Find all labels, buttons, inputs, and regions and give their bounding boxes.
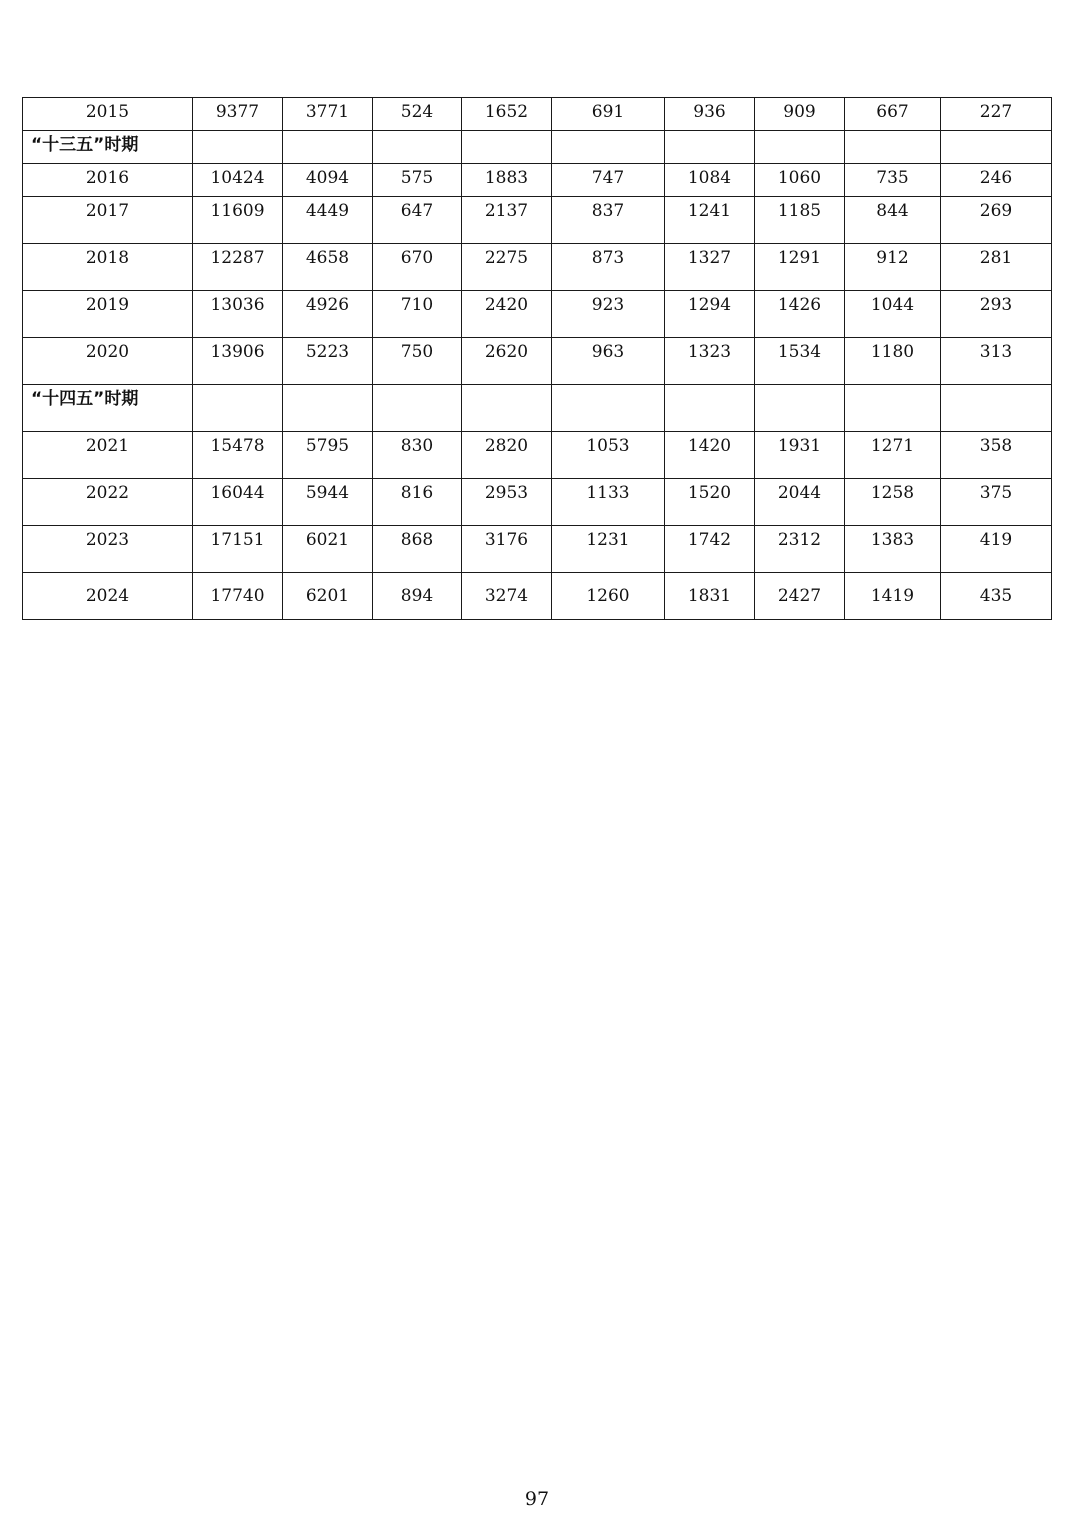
year-cell: 2020 <box>23 338 193 385</box>
value-cell: 11609 <box>193 197 283 244</box>
value-cell: 816 <box>373 479 462 526</box>
year-cell: 2015 <box>23 98 193 131</box>
value-cell: 868 <box>373 526 462 573</box>
value-cell: 5944 <box>283 479 373 526</box>
section-label: “十三五”时期 <box>23 131 193 164</box>
value-cell: 1534 <box>755 338 845 385</box>
value-cell: 313 <box>941 338 1052 385</box>
empty-cell <box>193 385 283 432</box>
table-row <box>23 479 1052 526</box>
value-cell: 1291 <box>755 244 845 291</box>
value-cell: 13036 <box>193 291 283 338</box>
statistics-table <box>22 97 1052 620</box>
section-label: “十四五”时期 <box>23 385 193 432</box>
value-cell: 667 <box>845 98 941 131</box>
value-cell: 1241 <box>665 197 755 244</box>
value-cell: 1231 <box>552 526 665 573</box>
empty-cell <box>283 385 373 432</box>
value-cell: 4926 <box>283 291 373 338</box>
value-cell: 1084 <box>665 164 755 197</box>
year-cell: 2017 <box>23 197 193 244</box>
value-cell: 13906 <box>193 338 283 385</box>
value-cell: 4449 <box>283 197 373 244</box>
empty-cell <box>462 385 552 432</box>
table-row <box>23 98 1052 131</box>
value-cell: 419 <box>941 526 1052 573</box>
value-cell: 1931 <box>755 432 845 479</box>
value-cell: 1327 <box>665 244 755 291</box>
year-cell: 2023 <box>23 526 193 573</box>
value-cell: 1383 <box>845 526 941 573</box>
value-cell: 9377 <box>193 98 283 131</box>
year-cell: 2019 <box>23 291 193 338</box>
value-cell: 1831 <box>665 573 755 620</box>
value-cell: 1294 <box>665 291 755 338</box>
year-cell: 2016 <box>23 164 193 197</box>
value-cell: 2420 <box>462 291 552 338</box>
section-row <box>23 131 1052 164</box>
value-cell: 2427 <box>755 573 845 620</box>
value-cell: 15478 <box>193 432 283 479</box>
value-cell: 2820 <box>462 432 552 479</box>
value-cell: 1060 <box>755 164 845 197</box>
value-cell: 750 <box>373 338 462 385</box>
empty-cell <box>283 131 373 164</box>
value-cell: 710 <box>373 291 462 338</box>
empty-cell <box>552 131 665 164</box>
value-cell: 6021 <box>283 526 373 573</box>
year-cell: 2022 <box>23 479 193 526</box>
value-cell: 2044 <box>755 479 845 526</box>
value-cell: 837 <box>552 197 665 244</box>
value-cell: 269 <box>941 197 1052 244</box>
table-row <box>23 164 1052 197</box>
value-cell: 227 <box>941 98 1052 131</box>
value-cell: 1419 <box>845 573 941 620</box>
value-cell: 1426 <box>755 291 845 338</box>
empty-cell <box>665 131 755 164</box>
empty-cell <box>193 131 283 164</box>
value-cell: 1185 <box>755 197 845 244</box>
empty-cell <box>373 131 462 164</box>
page-number: 97 <box>524 1488 550 1510</box>
table-row <box>23 338 1052 385</box>
empty-cell <box>665 385 755 432</box>
value-cell: 281 <box>941 244 1052 291</box>
value-cell: 2275 <box>462 244 552 291</box>
value-cell: 1271 <box>845 432 941 479</box>
value-cell: 963 <box>552 338 665 385</box>
value-cell: 735 <box>845 164 941 197</box>
empty-cell <box>941 385 1052 432</box>
value-cell: 1652 <box>462 98 552 131</box>
value-cell: 16044 <box>193 479 283 526</box>
value-cell: 358 <box>941 432 1052 479</box>
value-cell: 936 <box>665 98 755 131</box>
table-row <box>23 244 1052 291</box>
value-cell: 435 <box>941 573 1052 620</box>
empty-cell <box>552 385 665 432</box>
value-cell: 293 <box>941 291 1052 338</box>
empty-cell <box>941 131 1052 164</box>
value-cell: 1258 <box>845 479 941 526</box>
value-cell: 2137 <box>462 197 552 244</box>
value-cell: 2312 <box>755 526 845 573</box>
table-row <box>23 526 1052 573</box>
value-cell: 1044 <box>845 291 941 338</box>
value-cell: 670 <box>373 244 462 291</box>
value-cell: 2620 <box>462 338 552 385</box>
empty-cell <box>462 131 552 164</box>
value-cell: 6201 <box>283 573 373 620</box>
empty-cell <box>755 131 845 164</box>
value-cell: 575 <box>373 164 462 197</box>
empty-cell <box>755 385 845 432</box>
empty-cell <box>845 385 941 432</box>
value-cell: 4094 <box>283 164 373 197</box>
table-row <box>23 573 1052 620</box>
value-cell: 912 <box>845 244 941 291</box>
value-cell: 17740 <box>193 573 283 620</box>
value-cell: 909 <box>755 98 845 131</box>
value-cell: 3771 <box>283 98 373 131</box>
value-cell: 246 <box>941 164 1052 197</box>
value-cell: 10424 <box>193 164 283 197</box>
value-cell: 830 <box>373 432 462 479</box>
empty-cell <box>845 131 941 164</box>
value-cell: 3176 <box>462 526 552 573</box>
value-cell: 17151 <box>193 526 283 573</box>
value-cell: 747 <box>552 164 665 197</box>
value-cell: 1133 <box>552 479 665 526</box>
empty-cell <box>373 385 462 432</box>
value-cell: 1180 <box>845 338 941 385</box>
value-cell: 844 <box>845 197 941 244</box>
value-cell: 1323 <box>665 338 755 385</box>
value-cell: 894 <box>373 573 462 620</box>
value-cell: 1520 <box>665 479 755 526</box>
value-cell: 5223 <box>283 338 373 385</box>
value-cell: 4658 <box>283 244 373 291</box>
value-cell: 5795 <box>283 432 373 479</box>
value-cell: 1742 <box>665 526 755 573</box>
value-cell: 2953 <box>462 479 552 526</box>
value-cell: 12287 <box>193 244 283 291</box>
value-cell: 691 <box>552 98 665 131</box>
value-cell: 375 <box>941 479 1052 526</box>
table-row <box>23 291 1052 338</box>
year-cell: 2018 <box>23 244 193 291</box>
value-cell: 1420 <box>665 432 755 479</box>
value-cell: 1260 <box>552 573 665 620</box>
value-cell: 647 <box>373 197 462 244</box>
value-cell: 1883 <box>462 164 552 197</box>
value-cell: 923 <box>552 291 665 338</box>
section-row <box>23 385 1052 432</box>
table-row <box>23 432 1052 479</box>
year-cell: 2021 <box>23 432 193 479</box>
value-cell: 1053 <box>552 432 665 479</box>
value-cell: 524 <box>373 98 462 131</box>
value-cell: 873 <box>552 244 665 291</box>
value-cell: 3274 <box>462 573 552 620</box>
year-cell: 2024 <box>23 573 193 620</box>
table-row <box>23 197 1052 244</box>
